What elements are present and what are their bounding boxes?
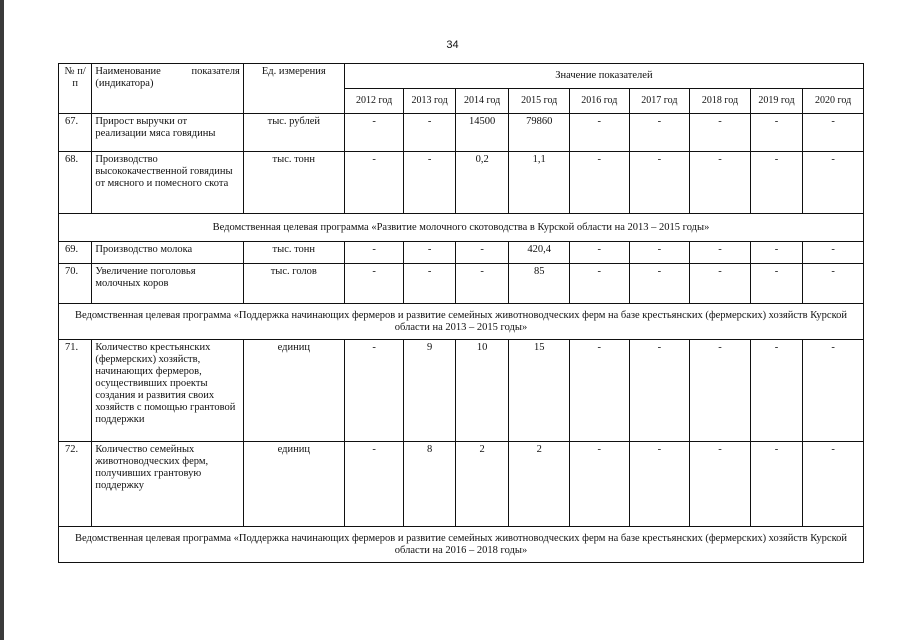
row-number: 68.: [59, 152, 92, 214]
row-number: 70.: [59, 264, 92, 304]
value-cell: -: [803, 442, 864, 527]
section-row: [59, 214, 864, 242]
value-cell: -: [803, 152, 864, 214]
value-cell: 14500: [455, 114, 509, 152]
section-title: Ведомственная целевая программа «Поддержка начинающих фермеров и развитие семейных животноводческих ферм на базе крестьянских (фермерских) хозяйств Курской области на 2013 – 2015 годы»: [59, 304, 864, 340]
value-cell: -: [690, 242, 751, 264]
header-unit: Ед. измерения: [243, 64, 344, 114]
value-cell: -: [690, 152, 751, 214]
value-cell: -: [344, 152, 404, 214]
value-cell: -: [750, 442, 803, 527]
unit-cell: тыс. тонн: [243, 242, 344, 264]
value-cell: -: [569, 442, 629, 527]
value-cell: -: [344, 264, 404, 304]
value-cell: -: [629, 442, 690, 527]
row-number: 72.: [59, 442, 92, 527]
value-cell: -: [803, 114, 864, 152]
value-cell: -: [690, 264, 751, 304]
value-cell: 8: [404, 442, 456, 527]
header-values-title: Значение показателей: [344, 64, 863, 89]
value-cell: 9: [404, 340, 456, 442]
value-cell: -: [404, 152, 456, 214]
value-cell: -: [690, 442, 751, 527]
unit-cell: единиц: [243, 442, 344, 527]
unit-cell: тыс. тонн: [243, 152, 344, 214]
value-cell: -: [404, 242, 456, 264]
value-cell: 1,1: [509, 152, 570, 214]
indicators-table: [58, 63, 864, 563]
value-cell: 10: [455, 340, 509, 442]
header-year: 2020 год: [803, 89, 864, 114]
value-cell: -: [344, 242, 404, 264]
unit-cell: единиц: [243, 340, 344, 442]
table-row: [59, 152, 864, 214]
value-cell: -: [455, 242, 509, 264]
value-cell: 420,4: [509, 242, 570, 264]
value-cell: -: [404, 114, 456, 152]
header-year: 2017 год: [629, 89, 690, 114]
value-cell: -: [750, 264, 803, 304]
value-cell: -: [690, 114, 751, 152]
unit-cell: тыс. голов: [243, 264, 344, 304]
value-cell: -: [629, 264, 690, 304]
value-cell: -: [569, 152, 629, 214]
value-cell: -: [629, 242, 690, 264]
section-title: Ведомственная целевая программа «Развитие молочного скотоводства в Курской области на 2013 – 2015 годы»: [59, 214, 864, 242]
table-row: [59, 264, 864, 304]
indicator-name: Количество семейных животноводческих ферм, получивших грантовую поддержку: [92, 442, 243, 527]
unit-cell: тыс. рублей: [243, 114, 344, 152]
value-cell: -: [629, 152, 690, 214]
header-year: 2018 год: [690, 89, 751, 114]
value-cell: -: [344, 442, 404, 527]
indicator-name: Увеличение поголовья молочных коров: [92, 264, 243, 304]
value-cell: -: [569, 242, 629, 264]
header-year: 2015 год: [509, 89, 570, 114]
table-row: [59, 242, 864, 264]
header-year: 2019 год: [750, 89, 803, 114]
page-number: 34: [446, 39, 459, 51]
section-row: [59, 527, 864, 563]
value-cell: -: [690, 340, 751, 442]
value-cell: -: [569, 114, 629, 152]
header-name: Наименование показателя (индикатора): [92, 64, 243, 114]
value-cell: -: [750, 242, 803, 264]
table-row: [59, 442, 864, 527]
row-number: 69.: [59, 242, 92, 264]
value-cell: -: [569, 264, 629, 304]
section-row: [59, 304, 864, 340]
value-cell: -: [750, 152, 803, 214]
value-cell: -: [803, 242, 864, 264]
indicator-name: Количество крестьянских (фермерских) хозяйств, начинающих фермеров, осуществивших проекты создания и развития своих хозяйств с помощью грантовой поддержки: [92, 340, 243, 442]
value-cell: 0,2: [455, 152, 509, 214]
value-cell: -: [344, 114, 404, 152]
row-number: 67.: [59, 114, 92, 152]
value-cell: -: [569, 340, 629, 442]
value-cell: -: [803, 264, 864, 304]
header-year: 2013 год: [404, 89, 456, 114]
section-title: Ведомственная целевая программа «Поддержка начинающих фермеров и развитие семейных животноводческих ферм на базе крестьянских (фермерских) хозяйств Курской области на 2016 – 2018 годы»: [59, 527, 864, 563]
value-cell: -: [750, 114, 803, 152]
value-cell: 2: [509, 442, 570, 527]
scan-edge: [0, 0, 4, 640]
value-cell: -: [803, 340, 864, 442]
value-cell: 79860: [509, 114, 570, 152]
header-row-top: [59, 64, 864, 89]
value-cell: -: [344, 340, 404, 442]
header-year: 2014 год: [455, 89, 509, 114]
header-year: 2016 год: [569, 89, 629, 114]
value-cell: -: [629, 340, 690, 442]
indicator-name: Производство высококачественной говядины от мясного и помесного скота: [92, 152, 243, 214]
header-num: № п/п: [59, 64, 92, 114]
indicator-name: Прирост выручки от реализации мяса говядины: [92, 114, 243, 152]
value-cell: -: [455, 264, 509, 304]
row-number: 71.: [59, 340, 92, 442]
value-cell: -: [404, 264, 456, 304]
table-row: [59, 114, 864, 152]
header-year: 2012 год: [344, 89, 404, 114]
indicator-name: Производство молока: [92, 242, 243, 264]
value-cell: 85: [509, 264, 570, 304]
value-cell: 2: [455, 442, 509, 527]
table-row: [59, 340, 864, 442]
value-cell: 15: [509, 340, 570, 442]
value-cell: -: [629, 114, 690, 152]
value-cell: -: [750, 340, 803, 442]
